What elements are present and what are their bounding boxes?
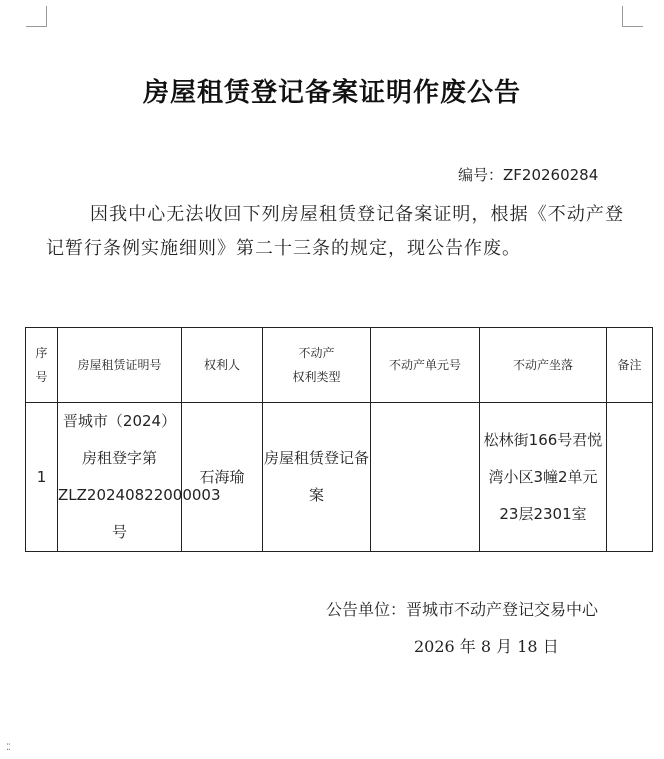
voided-certificates-table [25, 327, 653, 552]
header-holder: 权利人 [182, 328, 263, 403]
page-corner-mark-top-right [622, 6, 643, 27]
cell-seq: 1 [26, 403, 58, 552]
cell-holder: 石海瑜 [182, 403, 263, 552]
issuing-unit: 公告单位：晋城市不动产登记交易中心 [326, 600, 599, 619]
cell-remark [607, 403, 653, 552]
header-cert-no: 房屋租赁证明号 [58, 328, 182, 403]
header-type [263, 328, 371, 403]
page-corner-mark-top-left [26, 6, 47, 27]
header-seq-line2: 号 [35, 370, 48, 384]
header-unit-no: 不动产单元号 [371, 328, 480, 403]
table-row [26, 403, 653, 552]
cell-cert-no: 晋城市（2024）房租登字第ZLZ20240822000003号 [58, 403, 182, 552]
issue-date: 2026 年 8 月 18 日 [414, 637, 559, 656]
table-header-row [26, 328, 653, 403]
header-seq-line1: 序 [35, 346, 48, 360]
header-seq [26, 328, 58, 403]
header-type-line1: 不动产 [298, 346, 335, 360]
cell-unit-no [371, 403, 480, 552]
header-remark: 备注 [607, 328, 653, 403]
announcement-body: 因我中心无法收回下列房屋租赁登记备案证明，根据《不动产登记暂行条例实施细则》第二十三条的规定，现公告作废。 [46, 204, 624, 259]
drag-handle-icon[interactable]: ⁚⁚ [6, 743, 10, 753]
cell-type: 房屋租赁登记备案 [263, 403, 371, 552]
cell-location: 松林街166号君悦湾小区3幢2单元23层2301室 [480, 403, 607, 552]
header-location: 不动产坐落 [480, 328, 607, 403]
document-title: 房屋租赁登记备案证明作废公告 [142, 78, 521, 108]
document-number: 编号：ZF20260284 [458, 166, 599, 184]
header-type-line2: 权利类型 [292, 370, 341, 384]
